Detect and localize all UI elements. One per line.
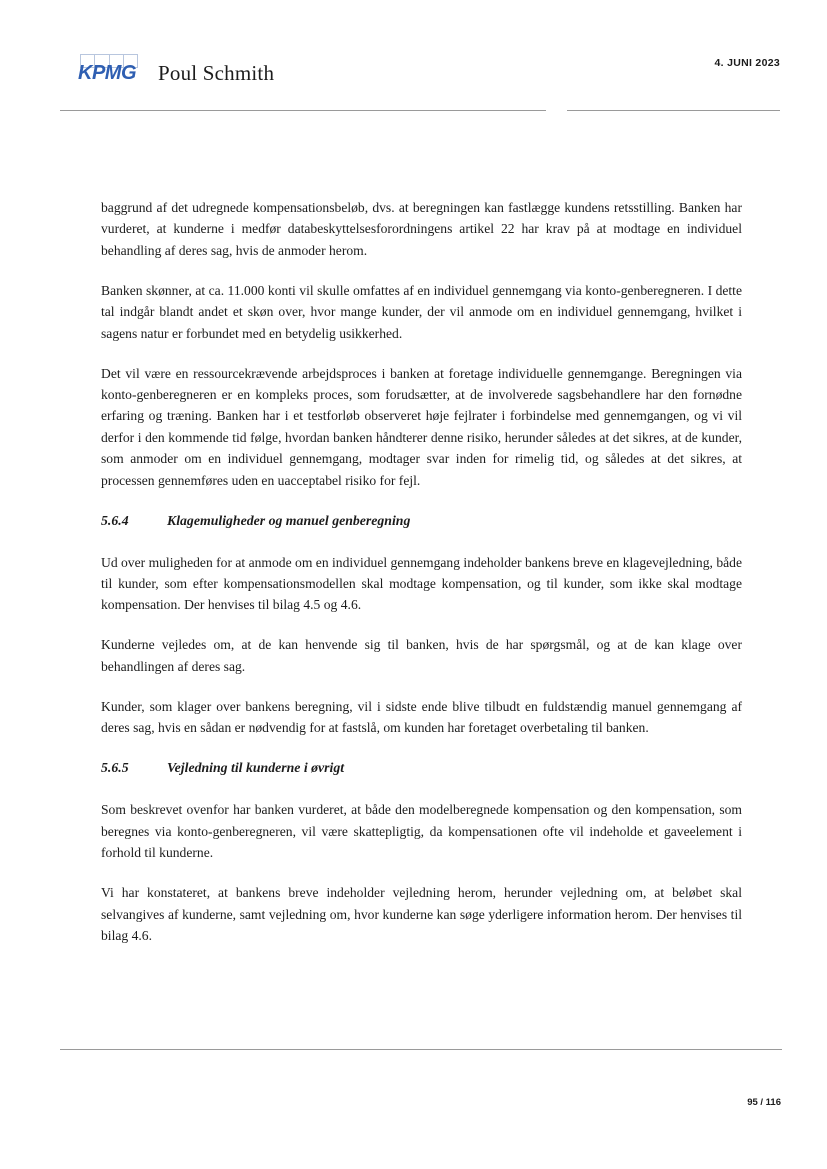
page-number: 95 / 116 (747, 1097, 781, 1108)
footer-divider (60, 1049, 782, 1050)
document-date: 4. JUNI 2023 (714, 57, 780, 69)
paragraph-5: Kunderne vejledes om, at de kan henvende sig til banken, hvis de har spørgsmål, og at de kan klage over behandlingen af deres sag. (101, 637, 742, 674)
header-divider-right (567, 110, 780, 111)
section-number: 5.6.4 (101, 512, 129, 528)
paragraph-4: Ud over muligheden for at anmode om en individuel gennemgang indeholder bankens breve en klagevejledning, både til kunder, som efter kompensationsmodellen skal modtage kompensation, og til kunder, som ikke skal modtage kompensation. Der henvises til bilag 4.5 og 4.6. (101, 554, 742, 613)
section-title: Klagemuligheder og manuel genberegning (167, 512, 411, 528)
header-divider-left (60, 110, 546, 111)
section-heading-5-6-5 (101, 757, 742, 778)
paragraph-1: baggrund af det udregnede kompensationsbeløb, dvs. at beregningen kan fastlægge kundens retsstilling. Banken har vurderet, at kunderne i medfør databeskyttelsesforordningens artikel 22 har krav på at modtage en individuel behandling af deres sag, hvis de anmoder herom. (101, 200, 742, 258)
section-heading-5-6-4 (101, 510, 742, 531)
section-number: 5.6.5 (101, 760, 129, 776)
paragraph-2: Banken skønner, at ca. 11.000 konti vil skulle omfattes af en individuel gennemgang via konto-genberegneren. I dette tal indgår blandt andet et skøn over, hvor mange kunder, der vil anmode om en individuel gennemgang, hvilket i sagens natur er forbundet med en betydelig usikkerhed. (101, 282, 742, 341)
logo-text: KPMG (78, 62, 136, 84)
paragraph-8: Vi har konstateret, at bankens breve indeholder vejledning herom, herunder vejledning om, at beløbet skal selvangives af kunderne, samt vejledning om, hvor kunderne kan søge yderligere information herom. Der henvises til bilag 4.6. (101, 885, 742, 943)
page-header (0, 0, 827, 120)
paragraph-3: Det vil være en ressourcekrævende arbejdsproces i banken at foretage individuelle gennemgange. Beregningen via konto-genberegneren er en kompleks proces, som forudsætter, at de involverede sagsbehandlere har den fornødne erfaring og træning. Banken har i et testforløb observeret høje fejlrater i forbindelse med gennemgangen, og vi vil derfor i den kommende tid følge, hvordan banken håndterer denne risiko, herunder således at det sikres, at de kunder, som anmoder om en individuel gennemgang, modtager svar inden for rimelig tid, og således at det sikres, at processen gennemføres uden en uacceptabel risiko for fejl. (101, 365, 742, 488)
paragraph-6: Kunder, som klager over bankens beregning, vil i sidste ende blive tilbudt en fuldstændig manuel gennemgang af deres sag, hvis en sådan er nødvendig for at fastslå, om kunden har foretaget overbetaling til banken. (101, 698, 742, 736)
firm-name: Poul Schmith (158, 61, 275, 85)
document-body (101, 197, 742, 965)
kpmg-logo (78, 52, 140, 88)
section-title: Vejledning til kunderne i øvrigt (167, 760, 345, 776)
paragraph-7: Som beskrevet ovenfor har banken vurderet, at både den modelberegnede kompensation og den kompensation, som beregnes via konto-genberegneren, vil være skattepligtig, da kompensationen ofte vil indeholde et gaveelement i forhold til kunderne. (101, 802, 742, 861)
